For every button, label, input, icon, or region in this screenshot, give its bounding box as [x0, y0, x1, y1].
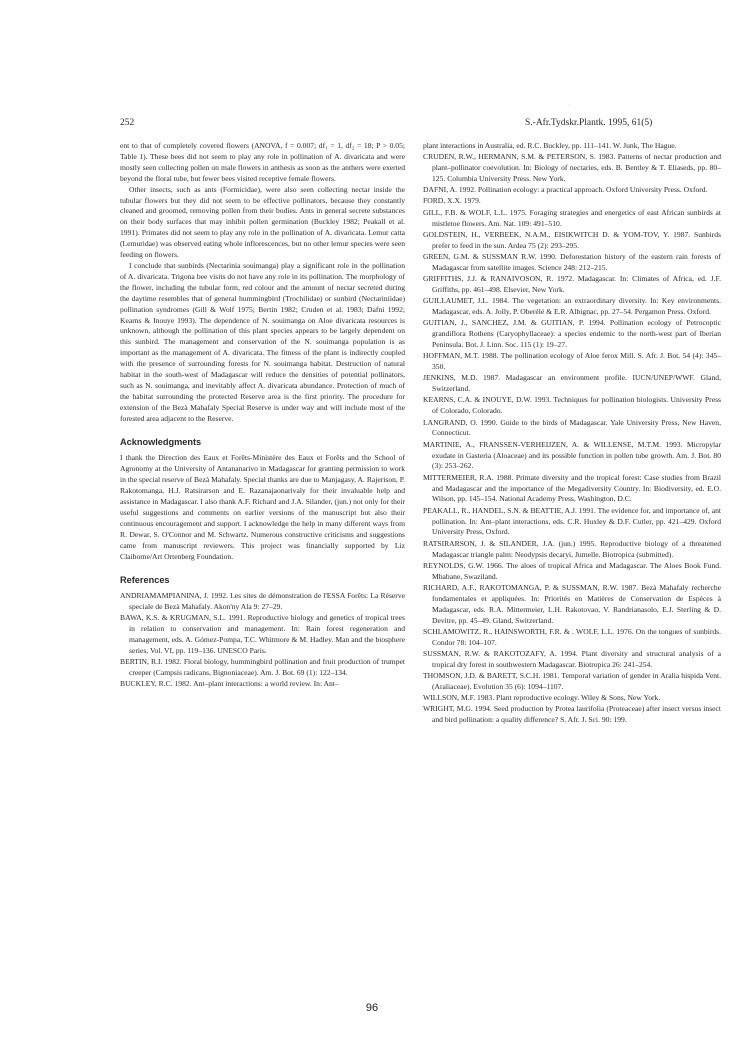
reference-item: RICHARD, A.F., RAKOTOMANGA, P. & SUSSMAN, R.W. 1987. Bezà Mahafaly recherche fondamentales et appliquées. In: Priorités en Matières de Conservation de Espèces à Madagascar, eds. R.A. Mittermeier, L.H. Rakotovao, V. Randrianasolo, E.J. Sterling & D. Devitre, pp. 45–49. Gland, Switzerland. — [423, 582, 721, 625]
reference-item: GUITIAN, J., SANCHEZ, J.M. & GUITIAN, P. 1994. Pollination ecology of Petrocoptic grandiflora Rothens (Caryophyllaceae): a species endemic to the north-west part of Iberian Peninsula. Bot. J. Linn. Soc. 115 (1): 19–27. — [423, 318, 721, 349]
body-paragraph: I conclude that sunbirds (Nectarinia souimanga) play a significant role in the pollination of A. divaricata. Trigona bee visits do not have any role in its pollination. The morphology of the flower, including the tubular form, red colour and the amount of nectar secreted during the daytime resembles that of general hummingbird (Trochilidae) or sunbird (Nectariniidae) pollination syndromes (Gill & Wolf 1975; Bertin 1982; Cruden et al. 1983; Dafni 1992; Kearns & Inouye 1993). The dependence of N. souimanga on Aloe divaricata resources is unknown, although the pollination of this plant species appears to be largely dependent on this sunbird. The management and conservation of the N. souimanga population is as important as the management of A. divaricata. The fitness of the plant is indirectly coupled with the presence of surrounding forests for N. souimanga habitat. Destruction of natural habitat in the south-west of Madagascar will reduce the densities of potential pollinators, such as N. souimanga, and inevitably affect A. divaricata abundance. Protection of much of the habitat surrounding the protected Reserve area is the first priority. The procedure for extension of the Bezà Mahafaly Special Reserve is under way and will include most of the forested area adjacent to the Reserve. — [120, 260, 405, 423]
acknowledgments-text: I thank the Direction des Eaux et Forêts-Ministère des Eaux et Forêts and the School of Agronomy at the University of Antananarivo in Madagascar for granting permission to work in the special reserve of Bezà Mahafaly. Special thanks are due to Manjagasy, A. Rajerison, P. Rakotomanga, H.J. Ratsirarson and E. Razanajaonarivaly for their invaluable help and assistance in Madagascar. I also thank A.F. Richard and J.A. Silander, (jun.) not only for their useful suggestions and comments on earlier versions of the manuscript but also their continuous encouragement and support. I acknowledge the help in many different ways from R. Dewar, S. O'Connor and M. Schwartz. Numerous constructive criticisms and suggestions came from manuscript reviewers. This project was financially supported by Liz Claiborne/Art Ortenberg Foundation. — [120, 453, 405, 561]
reference-item: BAWA, K.S. & KRUGMAN, S.L. 1991. Reproductive biology and genetics of tropical trees in relation to conservation and management. In: Rain forest regeneration and management, eds. A. Gómez-Pompa, T.C. Whitmore & M. Hadley. Man and the biosphere series, Vol. VI, pp. 119–136. UNESCO Paris. — [120, 613, 405, 655]
reference-item: LANGRAND, O. 1990. Guide to the birds of Madagascar. Yale University Press, New Haven, Connecticut. — [423, 417, 721, 438]
reference-item: WILLSON, M.F. 1983. Plant reproductive ecology. Wiley & Sons, New York. — [423, 693, 661, 703]
body-paragraph: ent to that of completely covered flowers (ANOVA, f = 0.007; df₁ = 1, df₂ = 18; P > 0.05; Table 1). These bees did not seem to play any role in pollination of A. divaricata and were mostly seen collecting pollen on male flowers in anthesis as soon as the anthers were exerted beyond the floral tube, but fewer bees visited receptive female flowers. — [120, 141, 405, 183]
reference-item: JENKINS, M.D. 1987. Madagascar an environment profile. IUCN/UNEP/WWF. Gland, Switzerland. — [423, 373, 721, 394]
header-journal: S.-Afr.Tydskr.Plantk. 1995, 61(5) — [525, 118, 653, 128]
left-column — [120, 141, 405, 690]
references-left — [120, 591, 405, 689]
reference-item: BUCKLEY, R.C. 1982. Ant–plant interactions: a world review. In: Ant– — [120, 678, 339, 688]
scan-speck: · — [568, 103, 570, 109]
reference-item: MITTERMEIER, R.A. 1988. Primate diversity and the tropical forest: Case studies from Brazil and Madagascar and the importance of the Megadiversity Country. In: Biodiversity, ed. E.O. Wilson, pp. 145–154. National Academy Press, Washington, D.C. — [423, 472, 721, 504]
reference-item: ANDRIAMAMPIANINA, J. 1992. Les sites de démonstration de l'ESSA Forêts: La Réserve speciale de Bezà Mahafaly. Akon'ny Ala 9: 27–29. — [120, 591, 405, 612]
body-paragraph: Other insects, such as ants (Formicidae), were also seen collecting nectar inside the tubular flowers but they did not seem to be effective pollinators, because they constantly cleaned and groomed, removing pollen from their bodies. Ants in general secrete substances on their body surfaces that may inhibit pollen germination (Buckley 1982; Peakall et al. 1991). Primates did not seem to play any role in the pollination of A. divaricata. Lemur catta (Lemuridae) was observed eating whole inflorescences, but no other lemur species were seen feeding on flowers. — [120, 184, 405, 260]
scan-page-number: 96 — [365, 1002, 379, 1014]
reference-item: DAFNI, A. 1992. Pollination ecology: a practical approach. Oxford University Press. Oxford. — [423, 185, 708, 195]
reference-item: GRIFFITHS, J.J. & RANAIVOSON, R. 1972. Madagascar. In: Climates of Africa, ed. J.F. Griffiths, pp. 461–498. Elsevier, New York. — [423, 273, 721, 294]
reference-item: REYNOLDS, G.W. 1966. The aloes of tropical Africa and Madagascar. The Aloes Book Fund. Mbabane, Swaziland. — [423, 560, 721, 581]
reference-item: RATSIRARSON, J. & SILANDER, J.A. (jun.) 1995. Reproductive biology of a threatened Madagascar triangle palm: Neodypsis decaryi, Jumelle. Biotropica (submitted). — [423, 538, 721, 559]
reference-item: HOFFMAN, M.T. 1988. The pollination ecology of Aloe ferox Mill. S. Afr. J. Bot. 54 (4): 345–350. — [423, 351, 721, 372]
references-heading: References — [120, 574, 170, 585]
reference-item: plant interactions in Australia, ed. R.C. Buckley, pp. 111–141. W. Junk, The Hague. — [423, 141, 677, 150]
reference-item: GREEN, G.M. & SUSSMAN R.W. 1990. Deforestation history of the eastern rain forests of Madagascar from satellite images. Science 248: 212–215. — [423, 251, 721, 272]
header-page-number: 252 — [120, 118, 135, 128]
reference-item: WRIGHT, M.G. 1994. Seed production by Protea laurifolia (Proteaceae) after insect versus insect and bird pollination: a quality difference? S. Afr. J. Sci. 90: 199. — [423, 704, 721, 725]
reference-item: SCHLAMOWITZ, R., HAINSWORTH, F.R. & . WOLF, L.L. 1976. On the tongues of sunbirds. Condor 78: 104–107. — [423, 626, 721, 647]
reference-item: MARTINIE, A., FRANSSEN-VERHEIJZEN, A. & WILLENSE, M.T.M. 1993. Micropylar exudate in Gasteria (Aloaceae) and its possible function in pollen tube growth. Am. J. Bot. 80 (3): 253–262. — [423, 439, 721, 471]
right-column — [423, 141, 721, 726]
reference-item: GOLDSTEIN, H., VERBEEK, N.A.M., EISIKWITCH D. & YOM-TOV, Y. 1987. Sunbirds prefer to feed in the sun. Ardea 75 (2): 293–295. — [423, 229, 721, 250]
reference-item: SUSSMAN, R.W. & RAKOTOZAFY, A. 1994. Plant diversity and structural analysis of a tropical dry forest in southwestern Madagascar. Biotropica 26: 241–254. — [423, 648, 721, 669]
acknowledgments-heading: Acknowledgments — [120, 436, 202, 447]
reference-item: CRUDEN, R.W., HERMANN, S.M. & PETERSON, S. 1983. Patterns of nectar production and plant–pollinator coevolution. In: Biology of nectaries, eds. B. Bentley & T. Eliaseds, pp. 80–125. Columbia University Press. New York. — [423, 152, 721, 184]
reference-item: FORD, X.X. 1979. — [423, 196, 481, 206]
reference-item: GUILLAUMET, J.L. 1984. The vegetation: an extraordinary diversity. In: Key environments. Madagascar, eds. A. Jolly, P. Oberélé & E.R. Albignac, pp. 27–54. Pergamon Press. Oxford. — [423, 296, 721, 316]
reference-item: PEAKALL, R., HANDEL, S.N. & BEATTIE, A.J. 1991. The evidence for, and importance of, ant pollination. In: Ant–plant interactions, eds. C.R. Huxley & D.F. Cutler, pp. 421–429. Oxford University Press, Oxford. — [423, 505, 721, 537]
reference-item: THOMSON, J.D. & BARETT, S.C.H. 1981. Temporal variation of gender in Aralia hispida Vent. (Araliaceae). Evolution 35 (6): 1094–1107. — [423, 671, 721, 691]
reference-item: GILL, F.B. & WOLF, L.L. 1975. Foraging strategies and energetics of east African sunbirds at mistletoe flowers. Am. Nat. 109: 491–510. — [423, 207, 721, 228]
reference-item: KEARNS, C.A. & INOUYE, D.W. 1993. Techniques for pollination biologists. University Press of Colorado, Colorado. — [423, 395, 721, 416]
reference-item: BERTIN, R.I. 1982. Floral biology, hummingbird pollination and fruit production of trumpet creeper (Campsis radicans, Bignoniaceae). Am. J. Bot. 69 (1): 122–134. — [120, 656, 405, 677]
